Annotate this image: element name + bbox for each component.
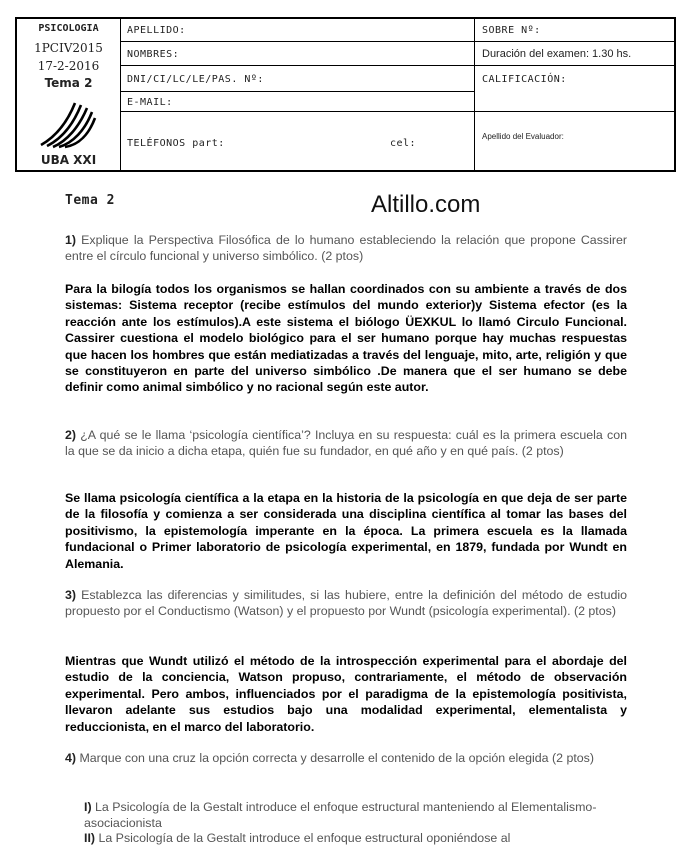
tema-label: Tema 2: [44, 76, 93, 90]
question-number: 3): [65, 588, 77, 602]
question-text: Establezca las diferencias y similitudes, si las hubiere, entre la definición del método de estudio propuesto por el Conductismo (Watson) y el propuesto por Wundt (psicología experimental). (2 ptos): [65, 588, 627, 619]
answer-2: Se llama psicología científica a la etapa en la historia de la psicología en que deja de ser parte de la filosofía y comienza a ser considerada una disciplina científica al tomar las bases del positivismo, la epistemología imperante en la época. La primera escuela es la llamada fundacional o Primer laboratorio de psicología experimental, en 1879, fundada por Wundt en Alemania.: [65, 491, 627, 571]
option-1[interactable]: [84, 800, 624, 831]
nombres-field: NOMBRES:: [127, 49, 180, 60]
evaluador-field: Apellido del Evaluador:: [482, 132, 564, 141]
question-3: [65, 587, 627, 620]
dni-field: DNI/CI/LC/LE/PAS. Nº:: [127, 74, 264, 85]
apellido-field: APELLIDO:: [127, 25, 186, 36]
course-code: 1PCIV2015: [34, 41, 103, 55]
telefonos-field: TELÉFONOS part:: [127, 138, 225, 149]
subject-label: PSICOLOGIA: [38, 23, 99, 34]
question-2: [65, 427, 627, 460]
question-text: ¿A qué se le llama ‘psicología científica’? Incluya en su respuesta: cuál es la primera escuela con la que se da inicio a dicha etapa, quién fue su fundador, en qué año y en qué país. (2 ptos): [65, 428, 627, 459]
divider: [120, 65, 474, 66]
watermark: Altillo.com: [371, 191, 481, 218]
option-number: I): [84, 800, 92, 814]
divider: [120, 41, 474, 42]
option-text: La Psicología de la Gestalt introduce el enfoque estructural manteniendo al Elementalismo-asociacionista: [84, 800, 597, 830]
question-number: 4): [65, 751, 77, 765]
exam-date: 17-2-2016: [37, 59, 100, 73]
question-number: 2): [65, 428, 77, 442]
divider: [474, 65, 676, 66]
divider: [120, 111, 474, 112]
duracion-label: Duración del examen: 1.30 hs.: [482, 48, 632, 60]
email-field: E-MAIL:: [127, 97, 173, 108]
exam-header: [15, 17, 676, 172]
question-1: [65, 232, 627, 265]
cel-field: cel:: [390, 138, 417, 149]
answer-3: Mientras que Wundt utilizó el método de la introspección experimental para el abordaje del estudio de la conciencia, Watson propuso, contrariamente, el método de observación experimental. Pero ambos, influenciados por el paradigma de la epistemología positivista, llevaron adelante sus estudios bajo una modalidad experimental, elementalista y reduccionista, en el marco del laboratorio.: [65, 654, 627, 734]
option-text: La Psicología de la Gestalt introduce el enfoque estructural oponiéndose al: [95, 831, 511, 845]
uba-logo-icon: [37, 97, 97, 149]
divider: [474, 41, 676, 42]
question-text: Explique la Perspectiva Filosófica de lo humano estableciendo la relación que propone Cassirer entre el círculo funcional y universo simbólico. (2 ptos): [65, 233, 627, 264]
logo-text: UBA XXI: [40, 153, 97, 167]
question-4: [65, 750, 627, 766]
option-number: II): [84, 831, 96, 845]
divider: [474, 111, 676, 112]
calificacion-field: CALIFICACIÓN:: [482, 74, 567, 85]
course-info: [17, 19, 120, 170]
question-text: Marque con una cruz la opción correcta y desarrolle el contenido de la opción elegida (2 ptos): [76, 751, 594, 765]
sobre-field: SOBRE Nº:: [482, 25, 541, 36]
page-title: Tema 2: [65, 193, 115, 208]
answer-1: Para la bilogía todos los organismos se hallan coordinados con su ambiente a través de dos sistemas: Sistema receptor (recibe estímulos del mundo exterior)y Sistema efector (es la reacción ante los estímulos).A este sistema el biólogo ÜEXKUL lo llamó Circulo Funcional. Cassirer cuestiona el modelo biológico para el ser humano porque hay muchas respuestas que hacen los hombres que están mediatizadas a través del lenguaje, mito, arte, religión y que se constituyeron en parte del universo simbólico .De manera que el ser humano se debe definir como animal simbólico y no racional según este autor.: [65, 282, 627, 395]
divider: [120, 91, 474, 92]
question-number: 1): [65, 233, 77, 247]
option-2[interactable]: [84, 831, 624, 847]
